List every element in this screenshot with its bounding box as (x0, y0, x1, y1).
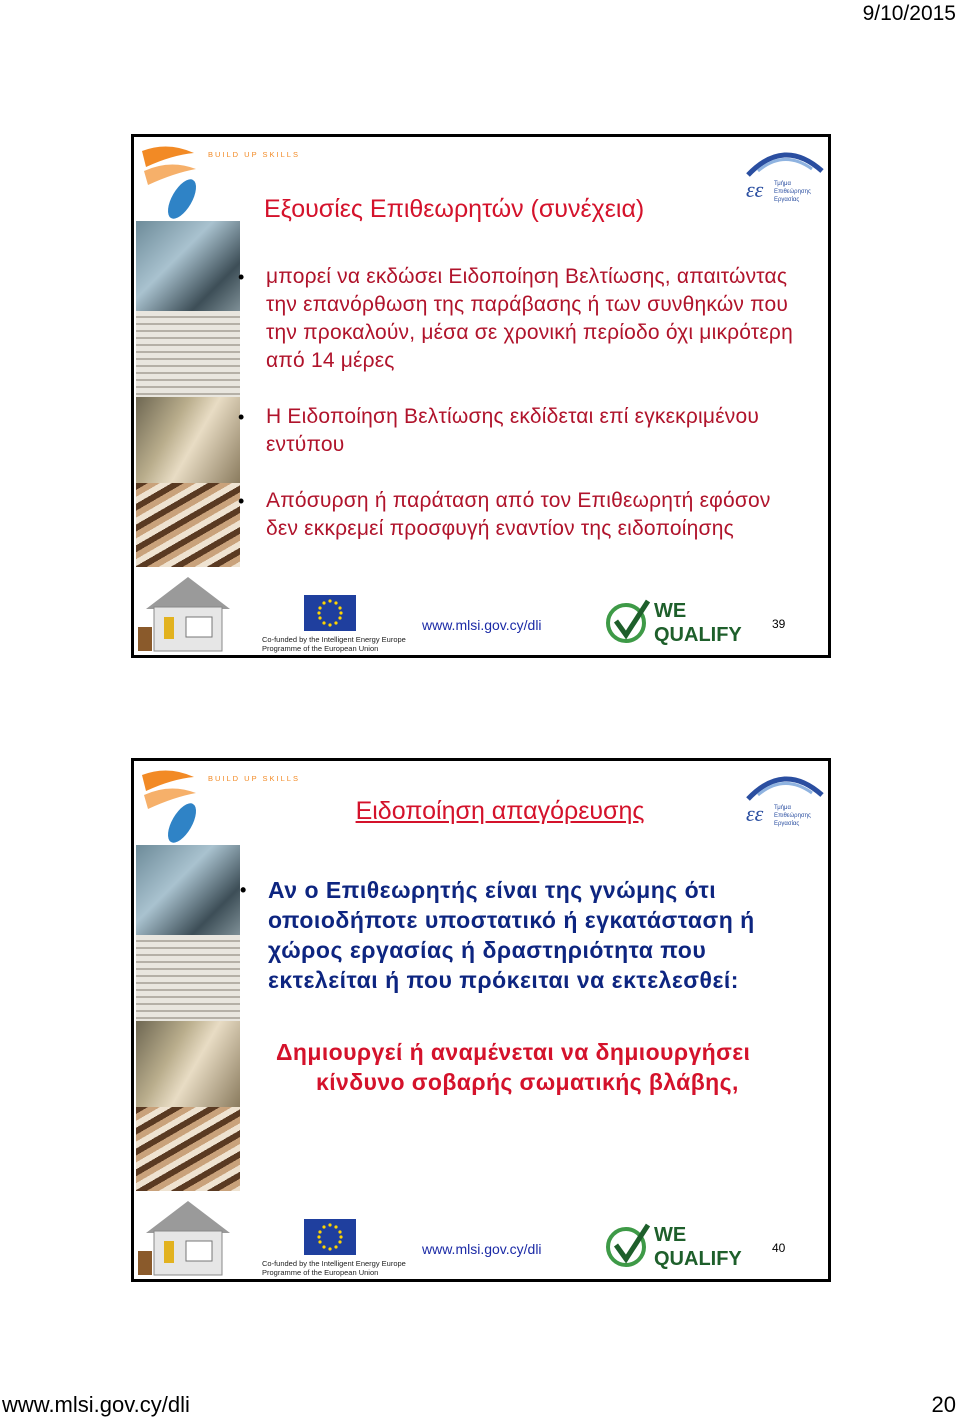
slide-url[interactable]: www.mlsi.gov.cy/dli (422, 617, 542, 633)
we-qualify-logo (604, 1219, 750, 1271)
svg-text:Εργασίας: Εργασίας (774, 821, 800, 827)
slide-number: 39 (772, 617, 786, 631)
shutters-photo (136, 935, 240, 1021)
bullet-list (240, 875, 810, 995)
bullet-item: • Η Ειδοποίηση Βελτίωσης εκδίδεται επί εγκεκριμένου εντύπου (238, 403, 808, 459)
eu-cofunded-text: Co-funded by the Intelligent Energy Europe Programme of the European Union (262, 635, 406, 653)
slide-title: Ειδοποίηση απαγόρευσης (355, 797, 645, 825)
footer-page-number: 20 (931, 1392, 956, 1417)
we-qualify-logo (604, 595, 750, 647)
warning-text (264, 1037, 784, 1097)
slide-number: 40 (772, 1241, 786, 1255)
slide-url[interactable]: www.mlsi.gov.cy/dli (422, 1241, 542, 1257)
svg-text:εε: εε (746, 801, 764, 826)
labour-inspection-logo (742, 141, 826, 205)
shutters-photo (136, 311, 240, 397)
slide-title: Εξουσίες Επιθεωρητών (συνέχεια) (264, 195, 645, 223)
warning-line: κίνδυνο σοβαρής σωματικής βλάβης, (316, 1069, 739, 1095)
eu-flag-icon (304, 595, 356, 631)
svg-text:WE: WE (654, 600, 687, 622)
svg-text:QUALIFY: QUALIFY (654, 1248, 742, 1270)
svg-text:WE: WE (654, 1224, 687, 1246)
eu-flag-icon (304, 1219, 356, 1255)
pergola-photo (136, 1107, 240, 1191)
bullet-list (238, 263, 808, 571)
labour-inspection-logo (742, 765, 826, 829)
build-up-skills-logo (138, 141, 300, 221)
plastering-photo (136, 397, 240, 483)
svg-text:Εργασίας: Εργασίας (774, 197, 800, 203)
worker-photo (136, 845, 240, 935)
build-up-skills-logo (138, 765, 300, 845)
house-icon (136, 1193, 240, 1277)
warning-line: Δημιουργεί ή αναμένεται να δημιουργήσει (276, 1039, 751, 1065)
svg-text:εε: εε (746, 177, 764, 202)
svg-text:BUILD UP SKILLS: BUILD UP SKILLS (208, 774, 300, 783)
svg-text:Τμήμα: Τμήμα (774, 805, 791, 811)
svg-text:Επιθεώρησης: Επιθεώρησης (774, 189, 811, 195)
worker-photo (136, 221, 240, 311)
svg-text:Επιθεώρησης: Επιθεώρησης (774, 813, 811, 819)
svg-text:QUALIFY: QUALIFY (654, 624, 742, 646)
house-icon (136, 569, 240, 653)
bullet-item: • μπορεί να εκδώσει Ειδοποίηση Βελτίωσης, απαιτώντας την επανόρθωση της παράβασης ή των συνθηκών που την προκαλούν, μέσα σε χρονική περίοδο όχι μικρότερη από 14 μέρες (238, 263, 808, 375)
plastering-photo (136, 1021, 240, 1107)
pergola-photo (136, 483, 240, 567)
slide-39 (131, 134, 831, 658)
svg-text:BUILD UP SKILLS: BUILD UP SKILLS (208, 150, 300, 159)
slide-40 (131, 758, 831, 1282)
bullet-item: • Απόσυρση ή παράταση από τον Επιθεωρητή εφόσον δεν εκκρεμεί προσφυγή εναντίον της ειδοποίησης (238, 487, 808, 543)
footer-url[interactable]: www.mlsi.gov.cy/dli (2, 1392, 190, 1417)
eu-cofunded-text: Co-funded by the Intelligent Energy Europe Programme of the European Union (262, 1259, 406, 1277)
page-date: 9/10/2015 (862, 2, 956, 25)
bullet-item: • Αν ο Επιθεωρητής είναι της γνώμης ότι οποιοδήποτε υποστατικό ή εγκατάσταση ή χώρος εργασίας ή δραστηριότητα που εκτελείται ή που πρόκειται να εκτελεσθεί: (240, 875, 810, 995)
svg-text:Τμήμα: Τμήμα (774, 181, 791, 187)
